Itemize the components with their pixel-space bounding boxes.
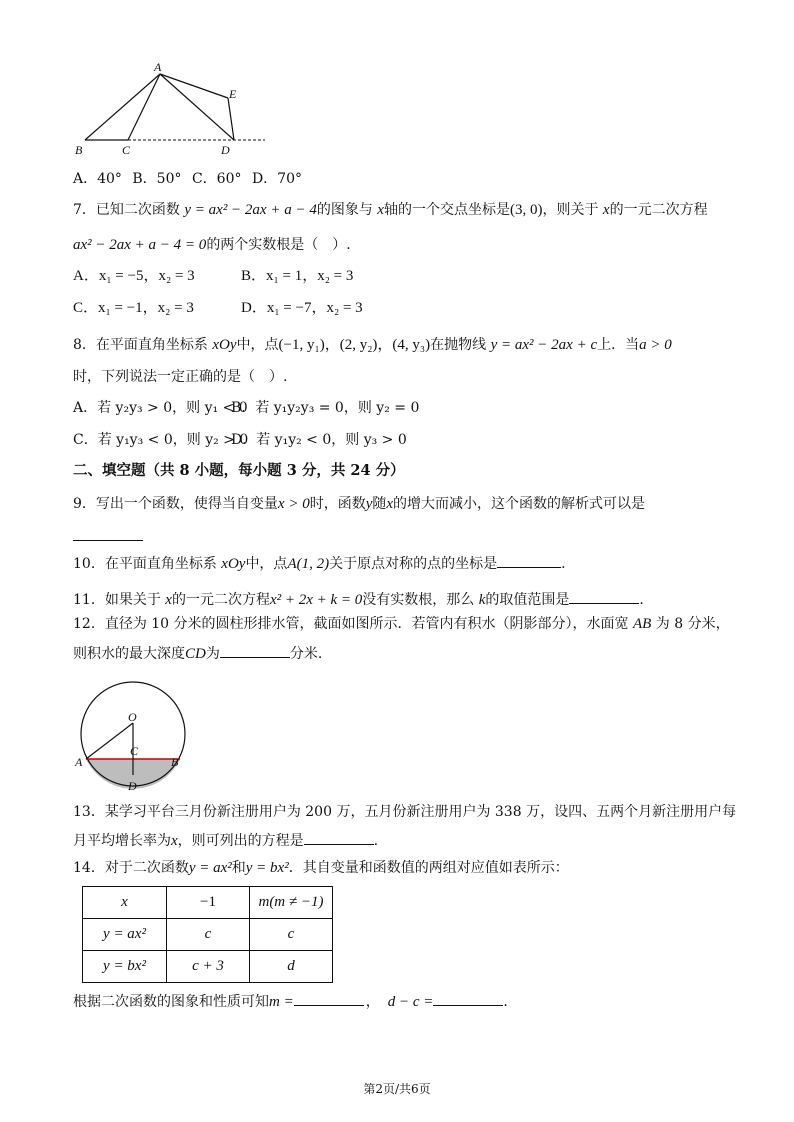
q8-text: 时，下列说法一定正确的是（ ）. [73,369,288,385]
q11-equation: x² + 2x + k = 0 [269,592,363,608]
q7-text: 的一元二次方程 [609,202,708,218]
q14-text: 对于二次函数 [104,860,189,876]
q6-option-b: B．50° [132,171,182,187]
q6-options [73,170,302,188]
label-O: O [128,710,137,724]
q11-var-x: x [165,592,172,608]
q14-table [82,886,333,983]
q13-number: 13． [73,804,105,820]
table-cell: c [250,919,333,951]
q8-text: 在抛物线 [430,337,487,353]
q12-text: 为 8 分米， [655,616,730,632]
q8-xoy: xOy [212,337,237,353]
q12-figure [70,680,200,792]
q12-text: 则积水的最大深度 [73,646,185,662]
section2-title: 二、填空题（共 8 小题，每小题 3 分，共 24 分） [73,462,405,479]
q9-text: 的增大而减小，这个函数的解析式可以是 [393,496,646,512]
q14-text: ．其自变量和函数值的两组对应值如表所示： [288,860,569,876]
q8-option-c: C．若 y₁y₃ < 0，则 y₂ > 0 [73,432,249,448]
q7-function: y = ax² − 2ax + a − 4 [184,202,317,218]
q8-option-b: B．若 y₁y₂y₃ = 0，则 y₂ = 0 [231,400,420,416]
q12-text: 直径为 10 分米的圆柱形排水管，截面如图所示．若管内有积水（阴影部分），水面宽 [104,616,629,632]
q9-text: 时，函数 [309,496,366,512]
q12-number: 12． [73,616,105,632]
q14-number: 14． [73,860,105,876]
q6-option-d: D．70° [251,171,302,187]
q7-text: 的两个实数根是（ ）. [206,237,351,253]
label-B: B [75,143,83,157]
q11-stem [73,589,644,609]
q13-var-x: x [171,833,178,849]
q9-number: 9． [73,496,96,512]
segment-AE [160,74,228,98]
q10-text: 关于原点对称的点的坐标是 [329,556,498,572]
q12-answer-blank[interactable] [220,643,290,658]
q10-stem [73,553,566,573]
q6-option-a: A．40° [73,171,122,187]
q8-points: (−1, y₁)，(2, y₂)，(4, y₃) [278,337,431,353]
q7-var-x: x [602,202,610,218]
q9-var-x: x [386,496,394,512]
q10-answer-blank[interactable] [497,553,561,568]
table-cell: x [83,887,167,919]
q7-option-a: A．x₁ = −5，x₂ = 3 [73,268,195,284]
q7-text: 已知二次函数 [95,202,180,218]
q14-text: 根据二次函数的图象和性质可知 [73,994,269,1010]
q8-option-a: A．若 y₂y₃ > 0，则 y₁ < 0 [73,400,248,416]
label-B: B [171,755,179,769]
q7-option-c: C．x₁ = −1，x₂ = 3 [73,300,194,316]
label-D: D [128,779,137,792]
q8-option-d: D．若 y₁y₂ < 0，则 y₃ > 0 [231,432,407,448]
q6-figure [70,58,270,158]
segment-ED [228,98,234,140]
q9-condition: x > 0 [277,496,310,512]
q14-text: 和 [231,860,246,876]
label-E: E [229,87,237,101]
q7-options-row2 [73,299,363,317]
q8-stem-line1 [73,336,672,354]
q11-text: 的取值范围是 [485,592,570,608]
q8-text: 在平面直角坐标系 [95,337,208,353]
q12-text: 分米. [289,646,323,662]
q7-var-x: x [377,202,384,218]
q8-text: 中，点 [236,337,279,353]
q14-stem [73,859,569,877]
q12-stem-line1 [73,615,730,633]
q14-d-minus-c: d − c = [387,994,434,1010]
label-C: C [122,143,131,157]
q8-text: 上．当 [597,337,640,353]
q11-text: 的一元二次方程 [171,592,270,608]
table-cell: m(m ≠ −1) [250,887,333,919]
q6-option-c: C．60° [191,171,242,187]
q14-answer-blank-m[interactable] [294,991,364,1006]
q14-conclusion: 根据二次函数的图象和性质可知m = ， d − c = . [73,991,508,1011]
segment-AB [85,74,160,140]
q12-cd: CD [185,646,206,662]
q14-m: m = [269,994,294,1010]
label-A: A [75,755,83,769]
q13-stem-line2 [73,830,378,850]
q10-point: A(1, 2) [287,556,330,572]
q7-point: (3, 0) [509,202,543,218]
q10-number: 10． [73,556,105,572]
q7-text: 的图象与 [316,202,373,218]
q14-end: . [503,994,508,1010]
q12-text: 为 [205,646,220,662]
q10-text: 中，点 [245,556,288,572]
q7-options-row1 [73,267,353,285]
q11-text: 如果关于 [104,592,161,608]
label-D: D [221,143,230,157]
table-cell: c [167,919,250,951]
q13-text: ，则可列出的方程是 [177,833,304,849]
table-row [83,919,333,951]
q9-text: 随 [372,496,387,512]
q11-number: 11． [73,592,105,608]
q7-text: 轴的一个交点坐标是 [383,202,510,218]
q8-condition: a > 0 [639,337,672,353]
q13-text: 某学习平台三月份新注册用户为 200 万，五月份新注册用户为 338 万，设四、五两个月新注册用户每 [104,804,737,820]
q7-stem-line2 [73,236,351,254]
q7-equation: ax² − 2ax + a − 4 = 0 [73,237,207,253]
table-cell: y = bx² [83,951,167,983]
page-footer: 第2页/共6页 [363,1082,431,1096]
q13-stem-line1 [73,803,736,821]
q7-number: 7． [73,202,96,218]
q10-end: . [561,556,566,572]
q13-answer-blank[interactable] [304,830,374,845]
q7-stem-line1 [73,201,708,219]
q11-text: 没有实数根，那么 [362,592,475,608]
q7-option-d: D．x₁ = −7，x₂ = 3 [241,300,363,316]
q14-function-a: y = ax² [188,860,232,876]
q9-var-y: y [365,496,373,512]
table-cell: d [250,951,333,983]
q12-stem-line2 [73,643,322,663]
q11-var-k: k [478,592,486,608]
q14-function-b: y = bx² [245,860,289,876]
q13-text: 月平均增长率为 [73,833,171,849]
table-cell: y = ax² [83,919,167,951]
q7-text: ，则关于 [542,202,599,218]
q8-stem-line2 [73,368,287,386]
q9-answer-line [73,526,143,546]
table-row [83,951,333,983]
table-cell: c + 3 [167,951,250,983]
q8-options-row2 [73,431,407,449]
q9-answer-blank[interactable] [73,526,143,541]
segment-OA [86,723,133,759]
q11-answer-blank[interactable] [569,589,639,604]
q8-number: 8． [73,337,96,353]
segment-AD [160,74,234,140]
q12-ab: AB [633,616,652,632]
q13-end: . [373,833,379,849]
q9-stem [73,495,645,513]
q8-options-row1 [73,399,419,417]
table-row [83,887,333,919]
q10-xoy: xOy [221,556,246,572]
q10-text: 在平面直角坐标系 [104,556,217,572]
q7-option-b: B．x₁ = 1，x₂ = 3 [241,268,354,284]
label-C: C [130,744,139,758]
q11-end: . [639,592,644,608]
segment-AC [128,74,160,140]
table-cell: −1 [167,887,250,919]
q8-parabola: y = ax² − 2ax + c [490,337,598,353]
q9-text: 写出一个函数，使得当自变量 [95,496,278,512]
label-A: A [154,60,162,74]
q14-answer-blank-dc[interactable] [433,991,503,1006]
